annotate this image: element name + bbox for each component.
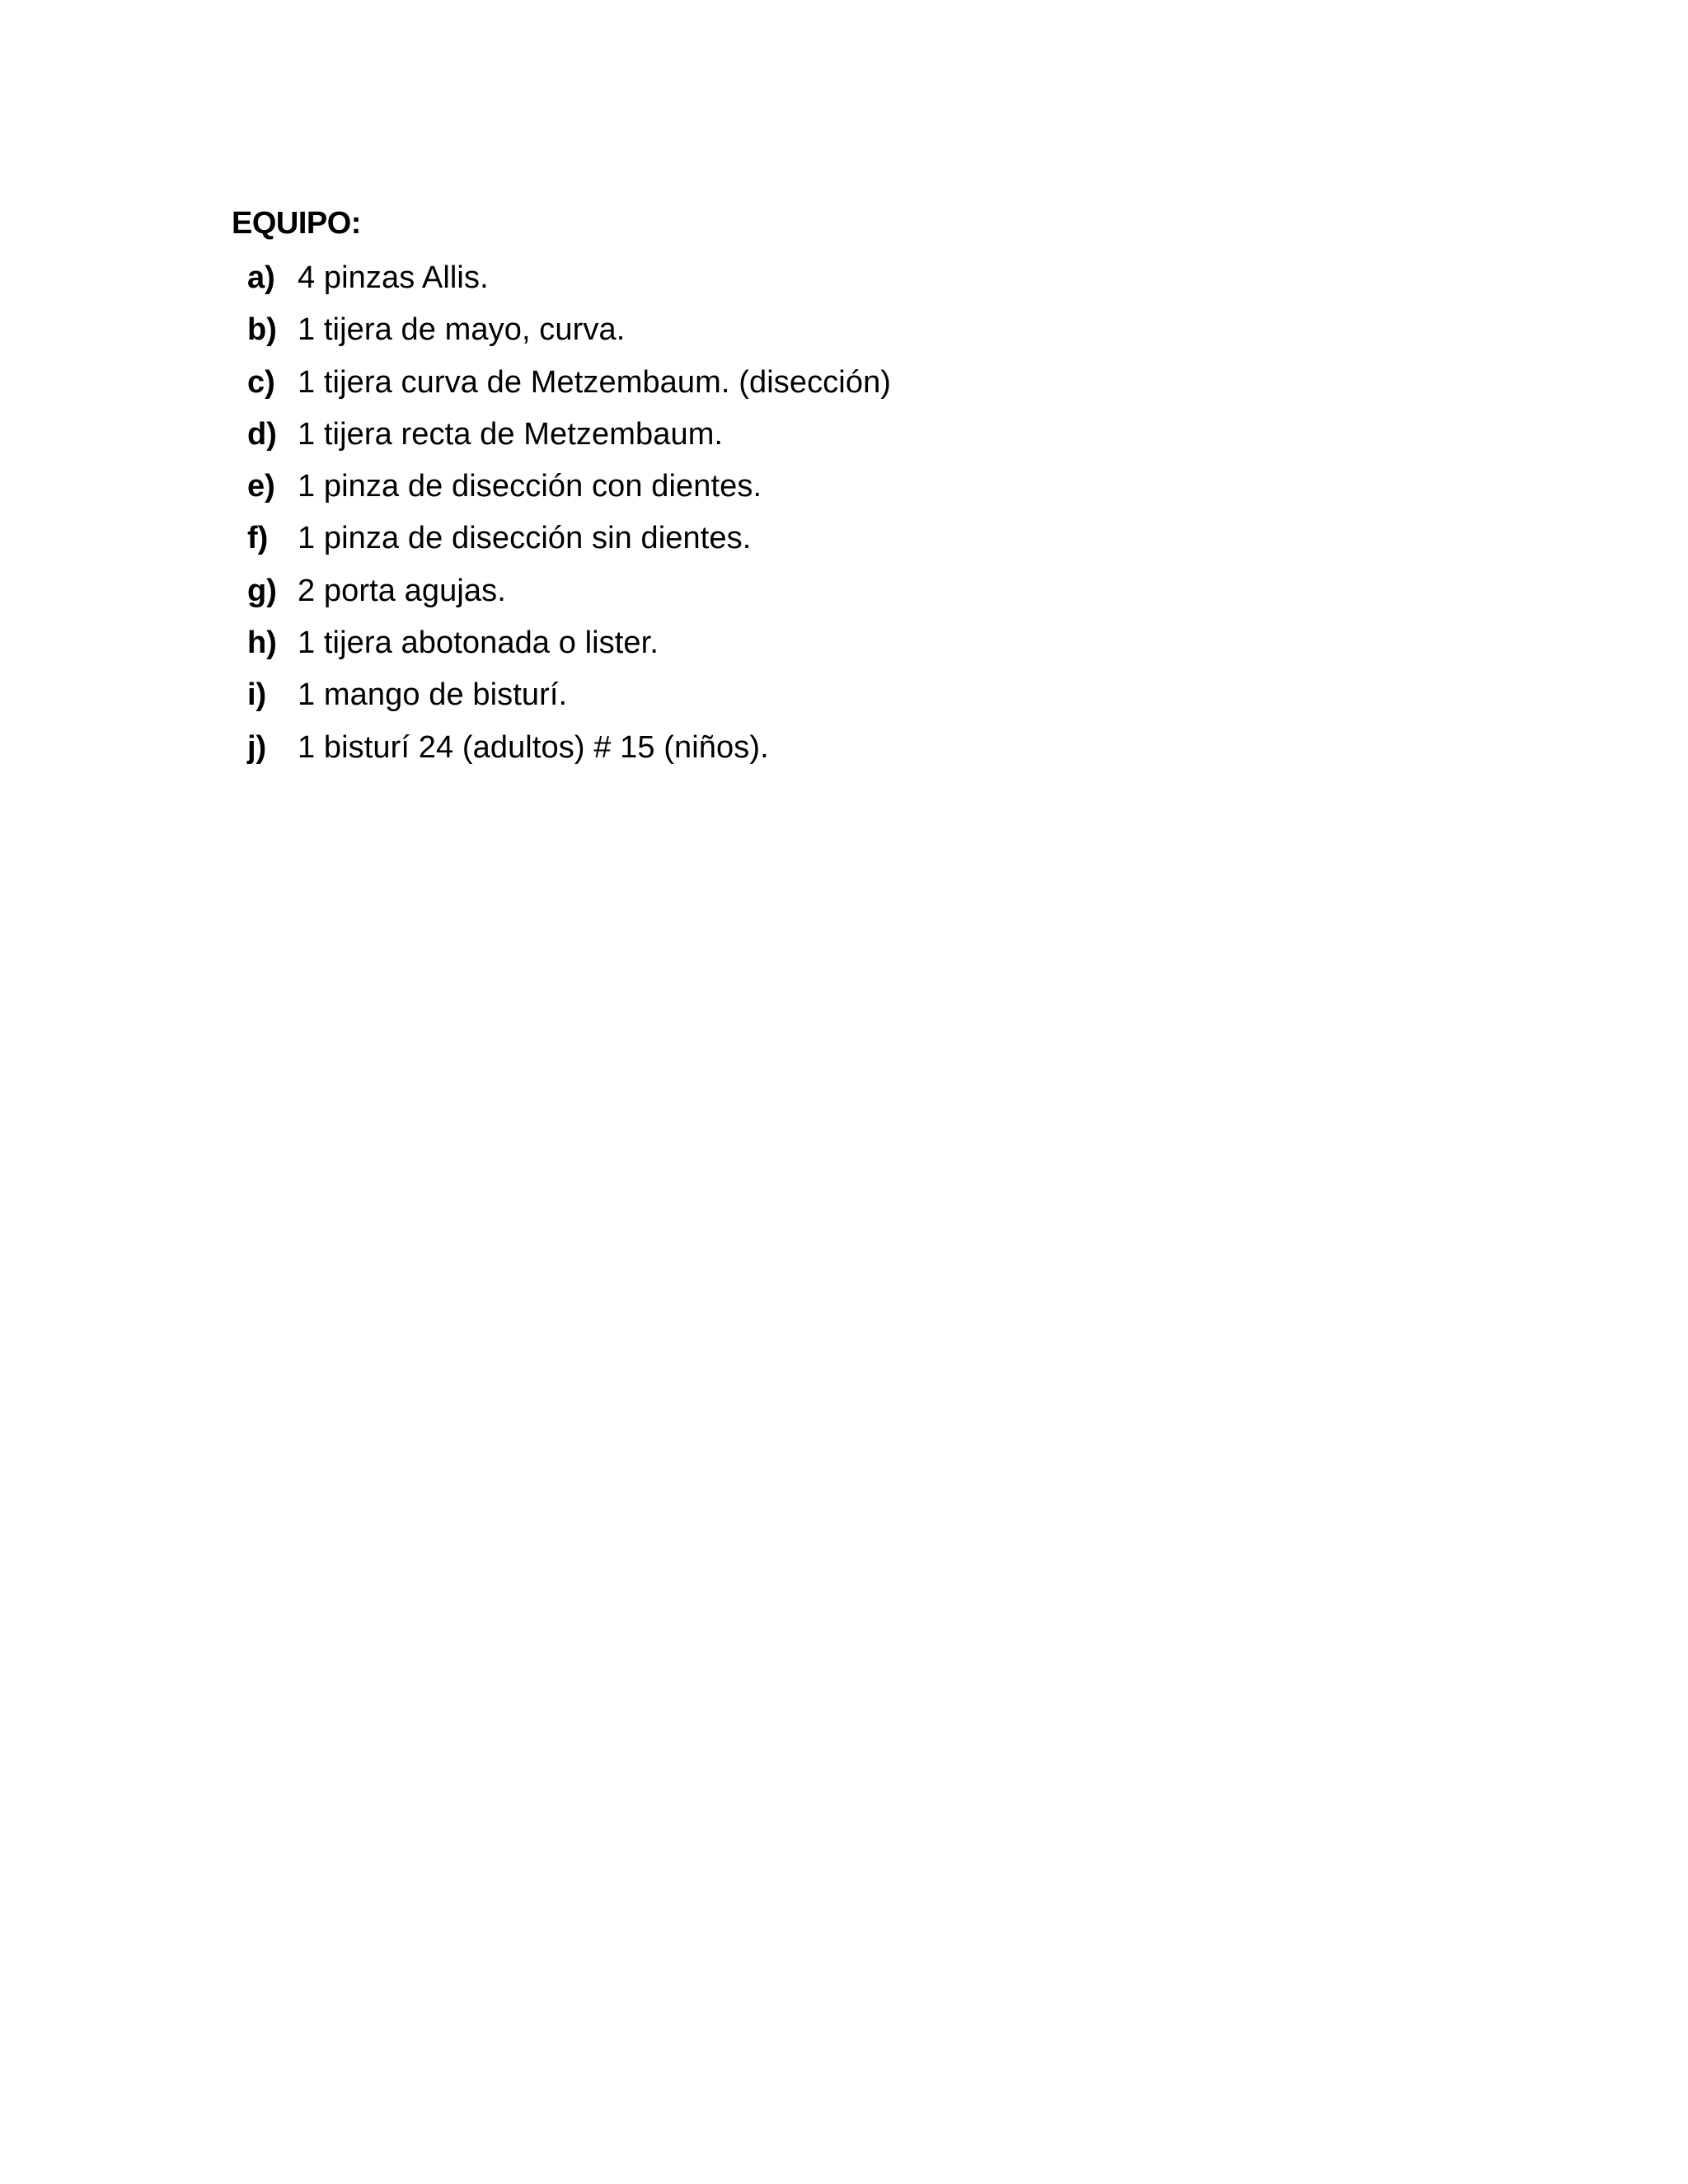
- list-item: [247, 676, 891, 728]
- list-item-text: 1 tijera abotonada o lister.: [298, 626, 659, 661]
- list-item: [247, 467, 891, 519]
- list-item-marker: b): [247, 312, 277, 348]
- list-item-text: 1 pinza de disección con dientes.: [298, 469, 762, 504]
- list-item-text: 1 tijera recta de Metzembaum.: [298, 416, 724, 452]
- section-heading: EQUIPO:: [232, 206, 361, 241]
- list-item-marker: f): [247, 521, 269, 556]
- list-item-marker: i): [247, 677, 267, 713]
- list-item-marker: e): [247, 469, 275, 504]
- list-item-text: 1 bisturí 24 (adultos) # 15 (niños).: [298, 729, 769, 765]
- equipment-list: [247, 259, 891, 780]
- list-item-text: 1 tijera curva de Metzembaum. (disección): [298, 364, 892, 400]
- list-item-marker: g): [247, 573, 277, 608]
- list-item: [247, 363, 891, 415]
- list-item-marker: a): [247, 260, 275, 295]
- list-item-marker: j): [247, 729, 267, 765]
- list-item: [247, 624, 891, 676]
- list-item: [247, 259, 891, 311]
- list-item-text: 1 tijera de mayo, curva.: [298, 312, 626, 348]
- list-item-text: 4 pinzas Allis.: [298, 260, 489, 295]
- list-item: [247, 311, 891, 363]
- list-item: [247, 572, 891, 624]
- list-item-text: 2 porta agujas.: [298, 573, 506, 608]
- list-item-marker: h): [247, 626, 277, 661]
- list-item-text: 1 pinza de disección sin dientes.: [298, 521, 752, 556]
- list-item: [247, 415, 891, 467]
- list-item: [247, 519, 891, 571]
- list-item: [247, 729, 891, 780]
- list-item-marker: d): [247, 416, 277, 452]
- list-item-marker: c): [247, 364, 275, 400]
- list-item-text: 1 mango de bisturí.: [298, 677, 568, 713]
